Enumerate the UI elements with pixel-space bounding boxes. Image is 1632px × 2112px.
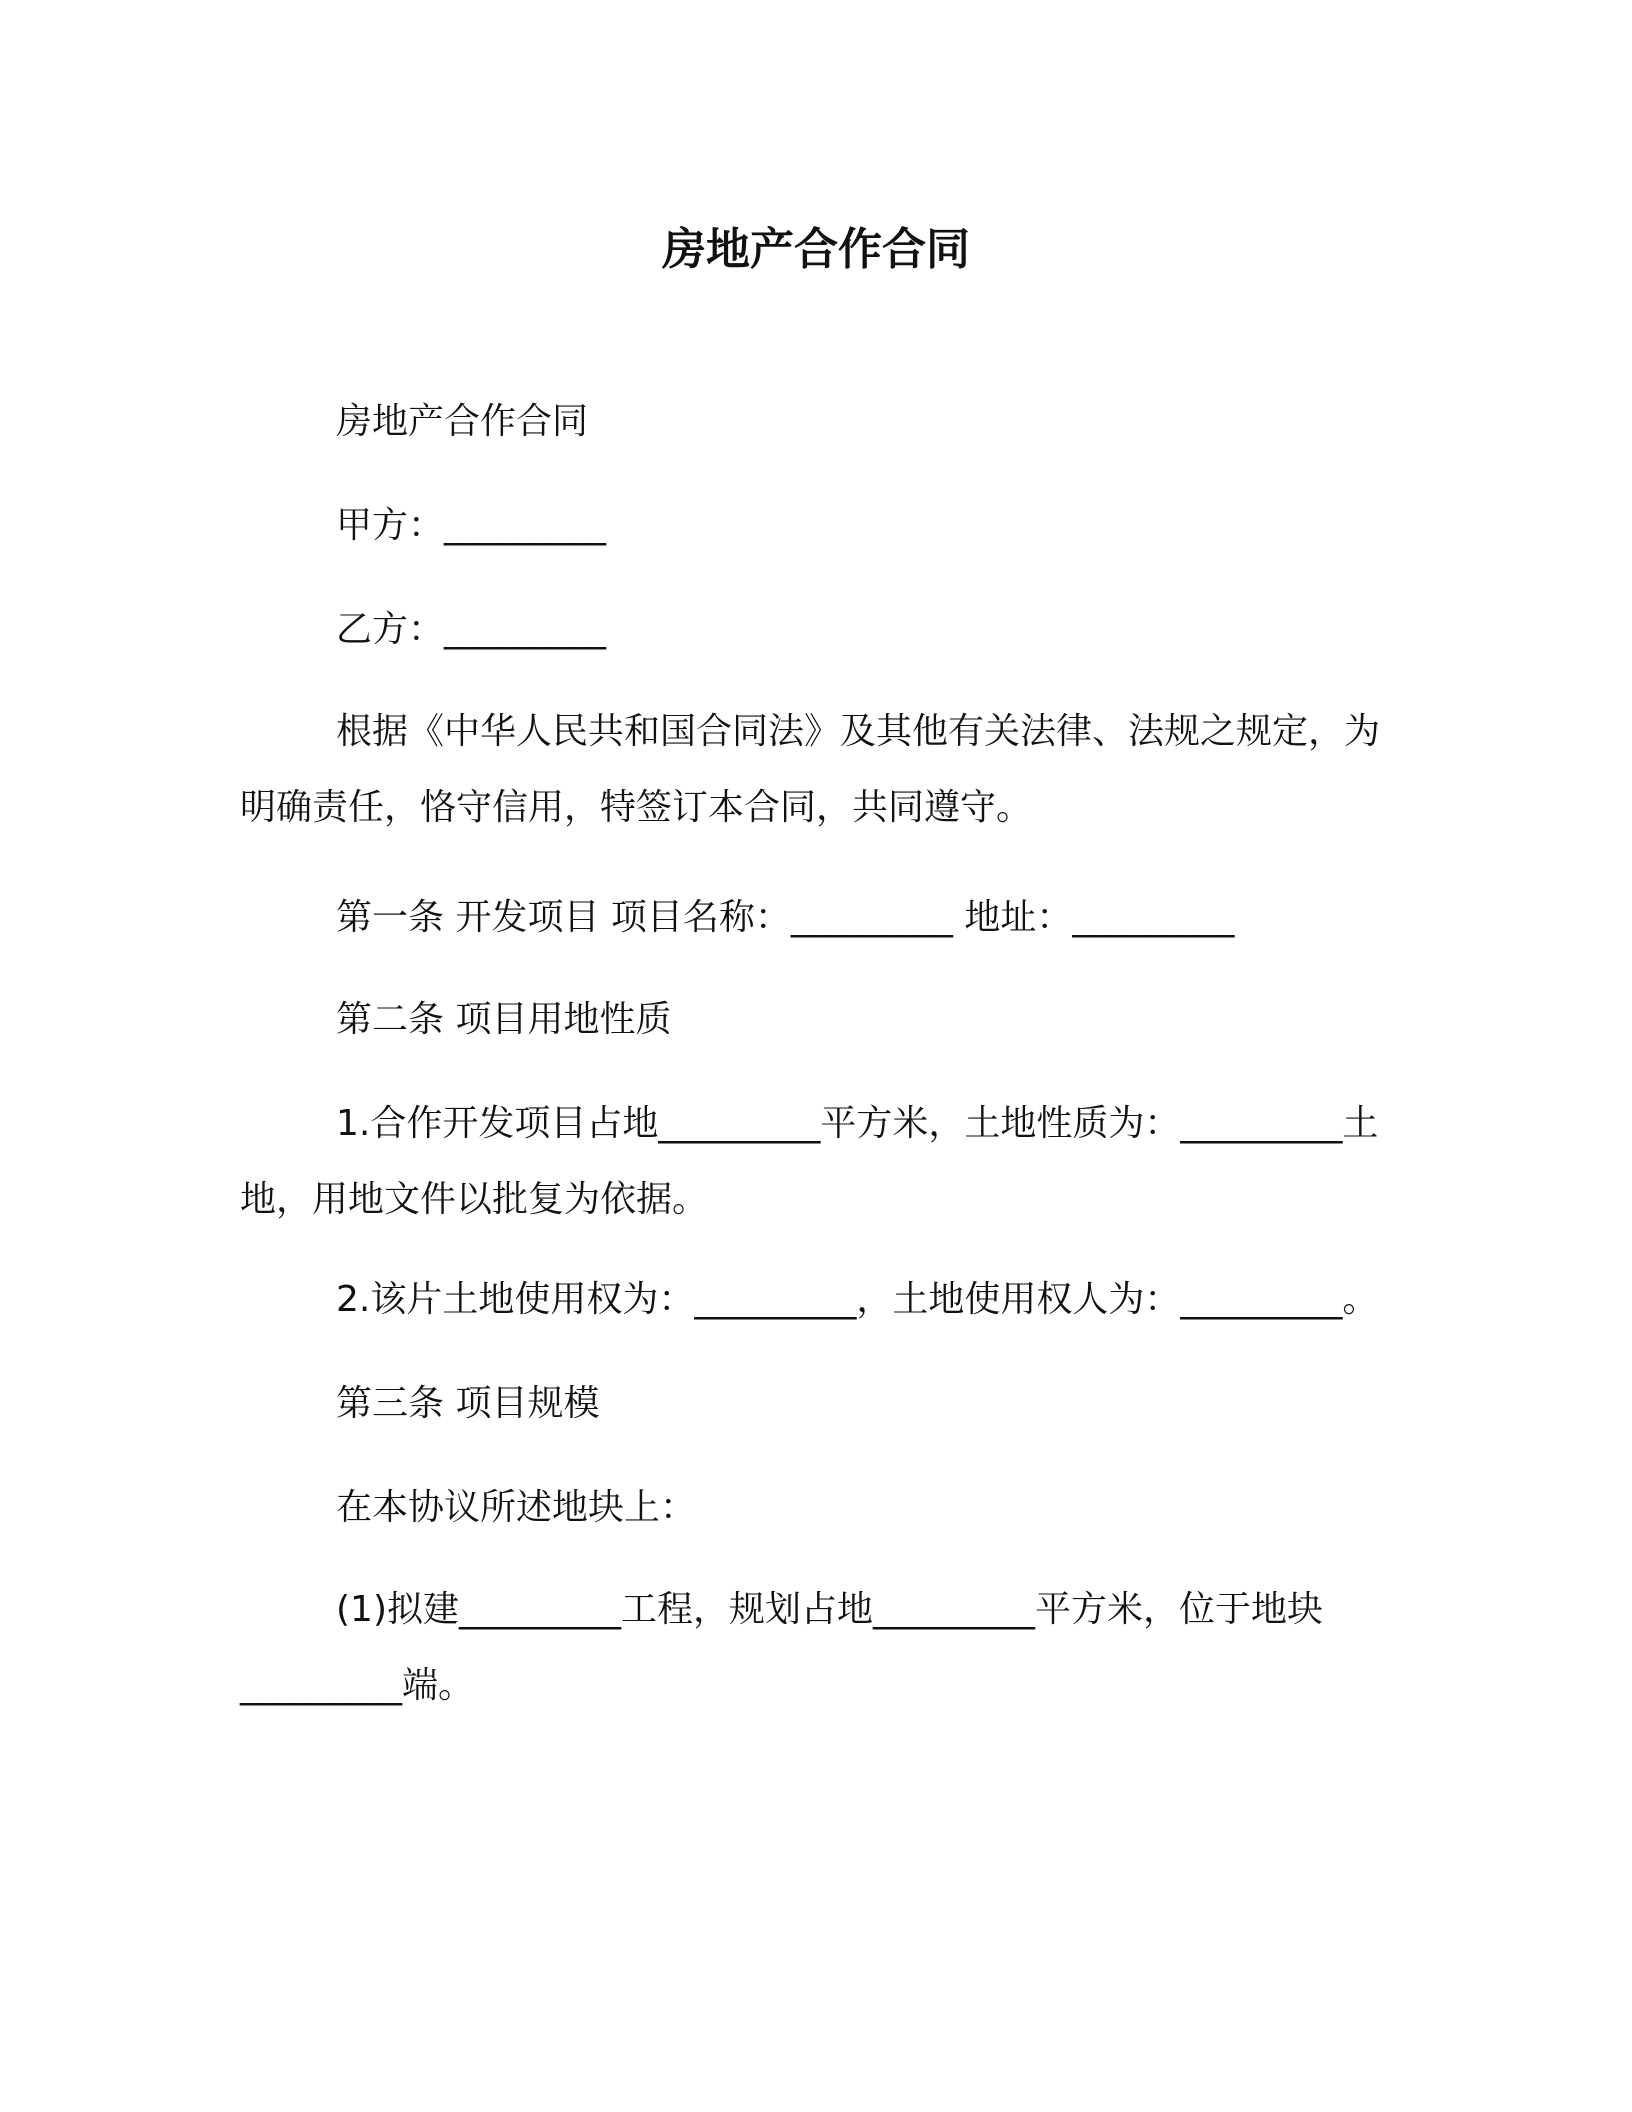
article-3-intro: 在本协议所述地块上：: [336, 1487, 697, 1528]
subtitle-paragraph: 房地产合作合同: [336, 401, 589, 442]
party-a-line: 甲方：_________: [336, 505, 607, 546]
document-title: 房地产合作合同: [662, 224, 970, 275]
party-b-line: 乙方：_________: [336, 609, 607, 650]
article-2-heading: 第二条 项目用地性质: [336, 999, 672, 1040]
article-1-paragraph: 第一条 开发项目 项目名称：_________ 地址：_________: [336, 897, 1235, 938]
article-3-heading: 第三条 项目规模: [336, 1383, 600, 1424]
article-3-item-1: (1)拟建_________工程，规划占地_________平方米，位于地块_________端。: [240, 1589, 1323, 1706]
article-2-item-1: 1.合作开发项目占地_________平方米，土地性质为：_________土地，用地文件以批复为依据。: [240, 1103, 1379, 1220]
article-2-item-2: 2.该片土地使用权为：_________，土地使用权人为：_________。: [336, 1279, 1379, 1320]
preamble-paragraph: 根据《中华人民共和国合同法》及其他有关法律、法规之规定，为明确责任，恪守信用，特签订本合同，共同遵守。: [240, 711, 1381, 828]
